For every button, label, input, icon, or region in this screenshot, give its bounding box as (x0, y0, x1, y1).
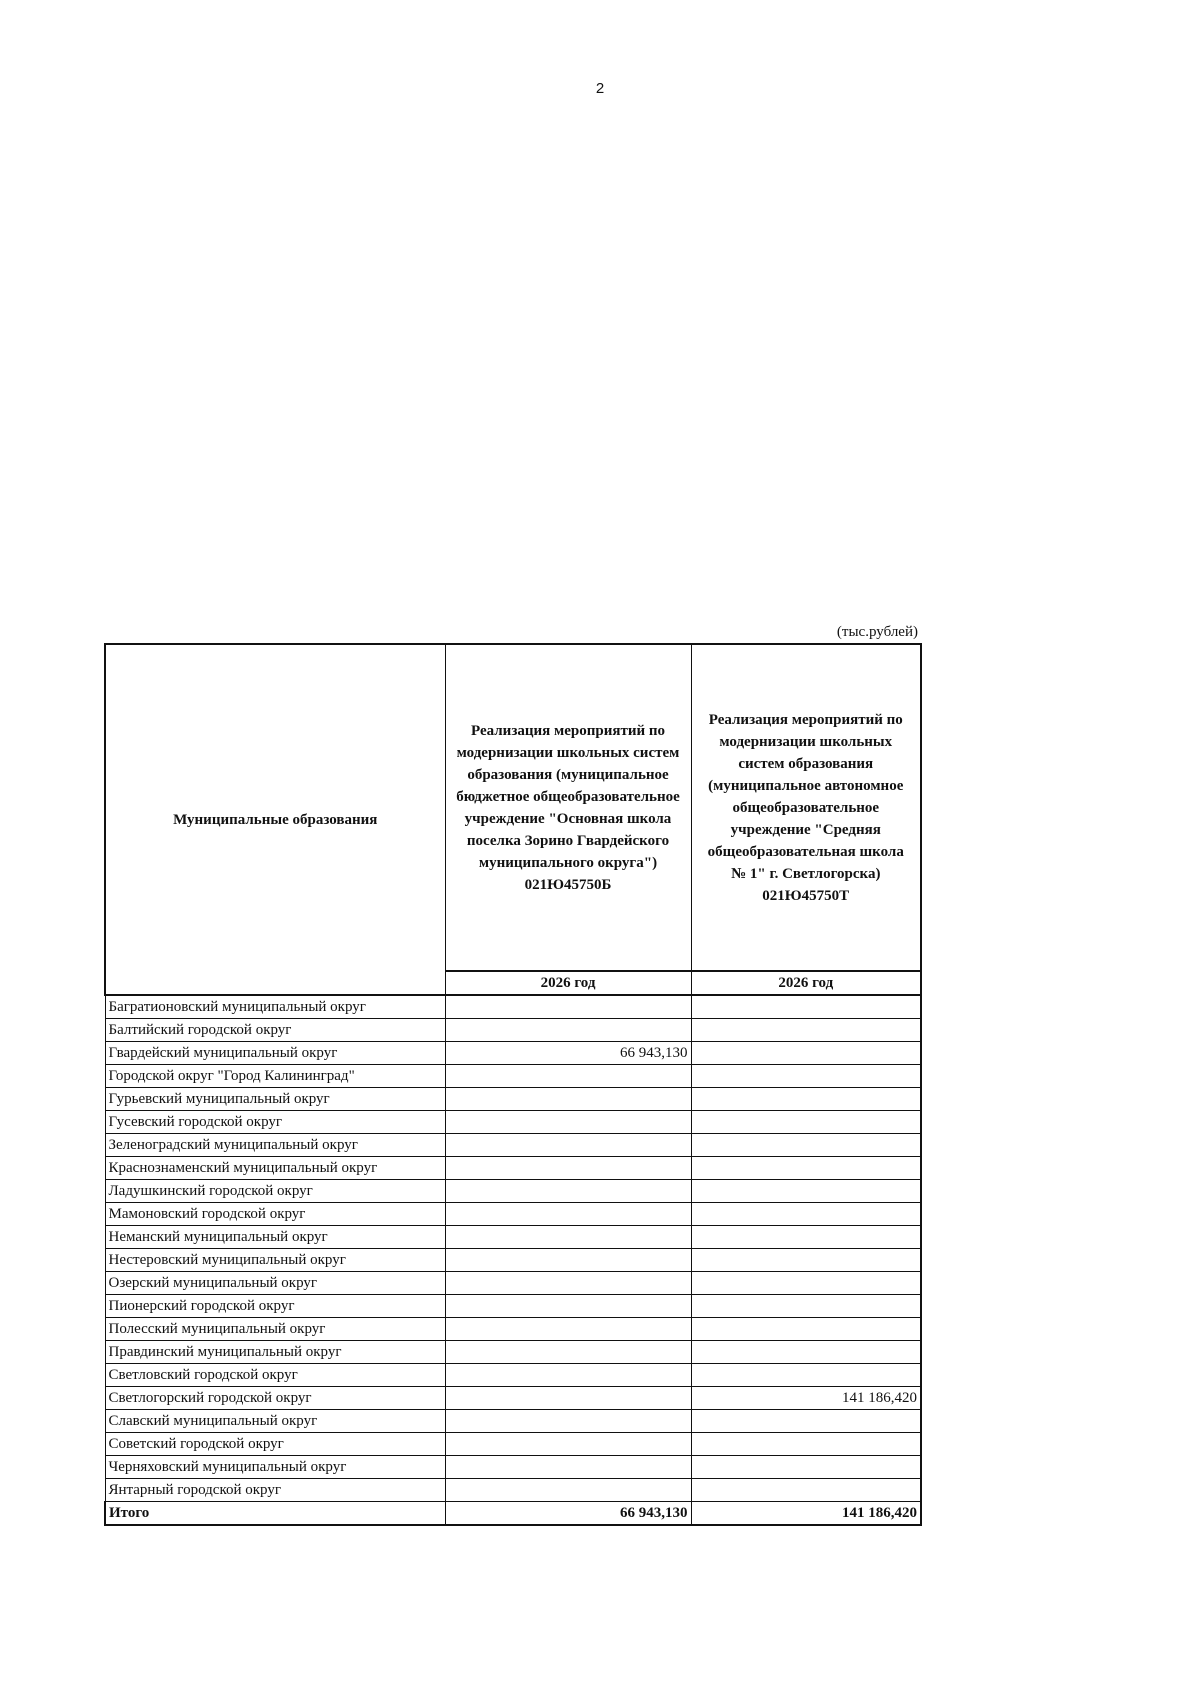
table-row (105, 1479, 921, 1502)
municipality-name: Нестеровский муниципальный округ (105, 1249, 445, 1272)
table-row (105, 1272, 921, 1295)
header-year-a: 2026 год (445, 971, 691, 995)
table-row (105, 1249, 921, 1272)
municipality-name: Балтийский городской округ (105, 1019, 445, 1042)
table-body (105, 995, 921, 1525)
table-row (105, 995, 921, 1019)
value-column-b (691, 1134, 921, 1157)
table-row (105, 1134, 921, 1157)
value-column-b (691, 1341, 921, 1364)
municipality-name: Янтарный городской округ (105, 1479, 445, 1502)
table-row (105, 1157, 921, 1180)
municipality-name: Светловский городской округ (105, 1364, 445, 1387)
header-row (105, 644, 921, 971)
value-column-a (445, 1272, 691, 1295)
value-column-b (691, 1410, 921, 1433)
value-column-b (691, 1318, 921, 1341)
total-column-b: 141 186,420 (691, 1502, 921, 1526)
value-column-a (445, 1479, 691, 1502)
municipality-name: Полесский муниципальный округ (105, 1318, 445, 1341)
table-row (105, 1042, 921, 1065)
municipality-name: Черняховский муниципальный округ (105, 1456, 445, 1479)
table-row (105, 1387, 921, 1410)
table-row (105, 1065, 921, 1088)
value-column-b (691, 1433, 921, 1456)
total-row (105, 1502, 921, 1526)
value-column-b (691, 995, 921, 1019)
municipality-name: Багратионовский муниципальный округ (105, 995, 445, 1019)
value-column-b (691, 1249, 921, 1272)
value-column-b (691, 1364, 921, 1387)
table-row (105, 1364, 921, 1387)
value-column-a (445, 1364, 691, 1387)
value-column-a (445, 1410, 691, 1433)
value-column-b (691, 1272, 921, 1295)
value-column-b (691, 1295, 921, 1318)
header-municipalities: Муниципальные образования (105, 644, 445, 995)
header-year-b: 2026 год (691, 971, 921, 995)
total-column-a: 66 943,130 (445, 1502, 691, 1526)
value-column-a (445, 1088, 691, 1111)
municipality-name: Гурьевский муниципальный округ (105, 1088, 445, 1111)
header-column-b: Реализация мероприятий по модернизации школьных систем образования (муниципальное автономное общеобразовательное учреждение "Средняя общеобразовательная школа № 1" г. Светлогорска) 021Ю45750Т (691, 644, 921, 971)
table-row (105, 1111, 921, 1134)
table-row (105, 1088, 921, 1111)
municipality-name: Зеленоградский муниципальный округ (105, 1134, 445, 1157)
municipality-name: Пионерский городской округ (105, 1295, 445, 1318)
table-row (105, 1019, 921, 1042)
value-column-a (445, 1065, 691, 1088)
municipality-name: Светлогорский городской округ (105, 1387, 445, 1410)
table-row (105, 1180, 921, 1203)
municipality-name: Гусевский городской округ (105, 1111, 445, 1134)
municipality-name: Славский муниципальный округ (105, 1410, 445, 1433)
value-column-a (445, 1433, 691, 1456)
municipality-name: Гвардейский муниципальный округ (105, 1042, 445, 1065)
municipality-name: Озерский муниципальный округ (105, 1272, 445, 1295)
value-column-a (445, 1226, 691, 1249)
total-label: Итого (105, 1502, 445, 1526)
municipality-name: Ладушкинский городской округ (105, 1180, 445, 1203)
table-row (105, 1203, 921, 1226)
value-column-a (445, 1387, 691, 1410)
value-column-b (691, 1203, 921, 1226)
value-column-a (445, 1019, 691, 1042)
value-column-a: 66 943,130 (445, 1042, 691, 1065)
value-column-a (445, 1341, 691, 1364)
value-column-a (445, 1249, 691, 1272)
table-row (105, 1226, 921, 1249)
municipality-name: Мамоновский городской округ (105, 1203, 445, 1226)
municipality-name: Неманский муниципальный округ (105, 1226, 445, 1249)
municipality-name: Правдинский муниципальный округ (105, 1341, 445, 1364)
value-column-b (691, 1180, 921, 1203)
value-column-a (445, 1203, 691, 1226)
value-column-b (691, 1065, 921, 1088)
value-column-a (445, 1318, 691, 1341)
value-column-a (445, 1180, 691, 1203)
table-row (105, 1318, 921, 1341)
value-column-a (445, 995, 691, 1019)
table-row (105, 1410, 921, 1433)
allocation-table (104, 643, 922, 1526)
value-column-b (691, 1042, 921, 1065)
value-column-a (445, 1157, 691, 1180)
table-row (105, 1433, 921, 1456)
value-column-b (691, 1479, 921, 1502)
table-row (105, 1456, 921, 1479)
value-column-b (691, 1111, 921, 1134)
header-column-a: Реализация мероприятий по модернизации школьных систем образования (муниципальное бюджетное общеобразовательное учреждение "Основная школа поселка Зорино Гвардейского муниципального округа") 021Ю45750Б (445, 644, 691, 971)
value-column-b (691, 1088, 921, 1111)
units-label: (тыс.рублей) (836, 624, 918, 640)
value-column-a (445, 1134, 691, 1157)
municipality-name: Городской округ "Город Калининград" (105, 1065, 445, 1088)
value-column-a (445, 1295, 691, 1318)
municipality-name: Советский городской округ (105, 1433, 445, 1456)
value-column-b (691, 1019, 921, 1042)
value-column-a (445, 1111, 691, 1134)
value-column-b (691, 1226, 921, 1249)
value-column-a (445, 1456, 691, 1479)
value-column-b: 141 186,420 (691, 1387, 921, 1410)
table-row (105, 1295, 921, 1318)
page-number: 2 (595, 80, 605, 97)
municipality-name: Краснознаменский муниципальный округ (105, 1157, 445, 1180)
value-column-b (691, 1157, 921, 1180)
table-row (105, 1341, 921, 1364)
value-column-b (691, 1456, 921, 1479)
